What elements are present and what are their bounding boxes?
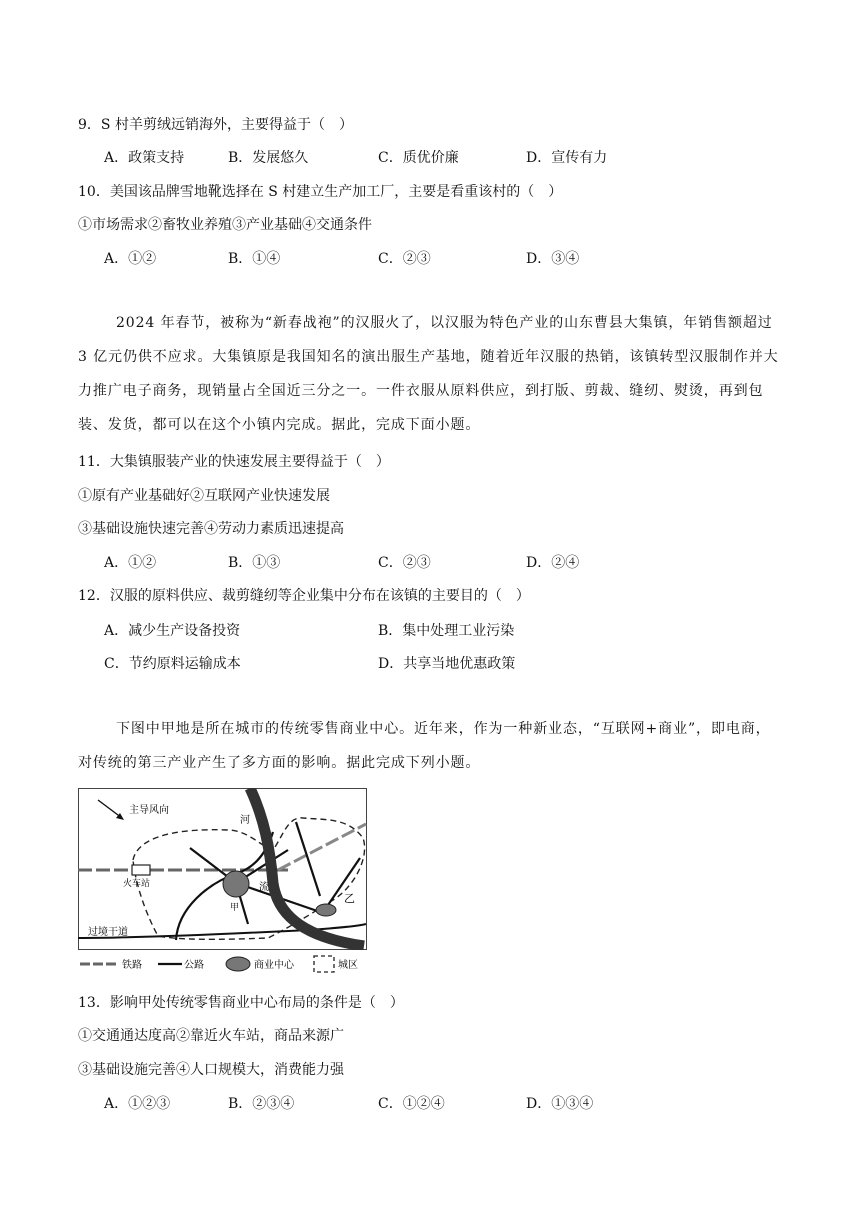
q13-option-a: A．①②③	[104, 1096, 171, 1112]
jia-label: 甲	[230, 903, 240, 913]
legend-center-label: 商业中心	[254, 960, 294, 971]
q10-option-a: A．①②	[104, 251, 157, 267]
q10-stem: 10．美国该品牌雪地靴选择在 S 村建立生产加工厂，主要是看重该村的（ ）	[78, 184, 563, 200]
wind-label: 主导风向	[129, 805, 169, 816]
q9-option-d: D．宣传有力	[526, 150, 608, 166]
q13-choices-2: ③基础设施完善④人口规模大，消费能力强	[78, 1062, 344, 1078]
q12-option-a: A．减少生产设备投资	[104, 623, 241, 639]
q11-stem: 11．大集镇服装产业的快速发展主要得益于（ ）	[78, 454, 390, 470]
passage-hanfu-text: 2024 年春节，被称为“新春战袍”的汉服火了，以汉服为特色产业的山东曹县大集镇，年销售额超过 3 亿元仍供不应求。大集镇原是我国知名的演出服生产基地，随着近年汉服的热销，该镇转型汉服制作并大力推广电子商务，现销量占全国近三分之一。一件衣服从原料供应，到打版、剪裁、缝纫、熨烫，再到包装、发货，都可以在这个小镇内完成。据此，完成下面小题。	[78, 315, 779, 433]
q9-stem: 9．S 村羊剪绒远销海外，主要得益于（ ）	[78, 117, 353, 133]
q10-option-d: D．③④	[526, 251, 580, 267]
q11-option-d: D．②④	[526, 555, 580, 571]
q10-choices: ①市场需求②畜牧业养殖③产业基础④交通条件	[78, 217, 372, 233]
city-map-figure	[78, 788, 368, 950]
q12-option-d: D．共享当地优惠政策	[378, 656, 516, 672]
commercial-center-yi	[316, 904, 336, 916]
q10-option-c: C．②③	[378, 251, 431, 267]
q11-choices-2: ③基础设施快速完善④劳动力素质迅速提高	[78, 521, 344, 537]
river-label-2: 流	[259, 882, 269, 893]
q13-option-b: B．②③④	[228, 1096, 295, 1112]
q11-option-c: C．②③	[378, 555, 431, 571]
map-legend	[78, 952, 378, 976]
river-label-1: 河	[240, 815, 250, 826]
q12-stem: 12．汉服的原料供应、裁剪缝纫等企业集中分布在该镇的主要目的（ ）	[78, 588, 530, 604]
q9-option-c: C．质优价廉	[378, 150, 459, 166]
legend-center-symbol	[226, 957, 250, 971]
highway-label: 过境干道	[88, 927, 128, 938]
legend-urban-label: 城区	[338, 960, 358, 971]
station-label: 火车站	[123, 879, 151, 889]
passage-commerce-text: 下图中甲地是所在城市的传统零售商业中心。近年来，作为一种新业态，“互联网+商业”，即电商，对传统的第三产业产生了多方面的影响。据此完成下列小题。	[78, 721, 771, 771]
q11-choices-1: ①原有产业基础好②互联网产业快速发展	[78, 488, 330, 504]
railway-station-icon	[132, 865, 150, 875]
q12-option-b: B．集中处理工业污染	[378, 623, 515, 639]
q12-option-c: C．节约原料运输成本	[104, 656, 241, 672]
passage-hanfu	[78, 306, 784, 442]
q13-stem: 13．影响甲处传统零售商业中心布局的条件是（ ）	[78, 995, 404, 1011]
legend-urban-symbol	[314, 956, 334, 972]
q9-option-b: B．发展悠久	[228, 150, 309, 166]
q9-option-a: A．政策支持	[104, 150, 185, 166]
q13-choices-1: ①交通通达度高②靠近火车站，商品来源广	[78, 1028, 344, 1044]
commercial-center-jia	[223, 871, 249, 897]
q13-option-c: C．①②④	[378, 1096, 445, 1112]
q11-option-a: A．①②	[104, 555, 157, 571]
q10-option-b: B．①④	[228, 251, 281, 267]
q13-option-d: D．①③④	[526, 1096, 594, 1112]
q11-option-b: B．①③	[228, 555, 281, 571]
legend-railway-label: 铁路	[122, 960, 142, 971]
legend-road-label: 公路	[184, 960, 204, 971]
yi-label: 乙	[344, 892, 355, 905]
passage-commerce	[78, 712, 784, 780]
